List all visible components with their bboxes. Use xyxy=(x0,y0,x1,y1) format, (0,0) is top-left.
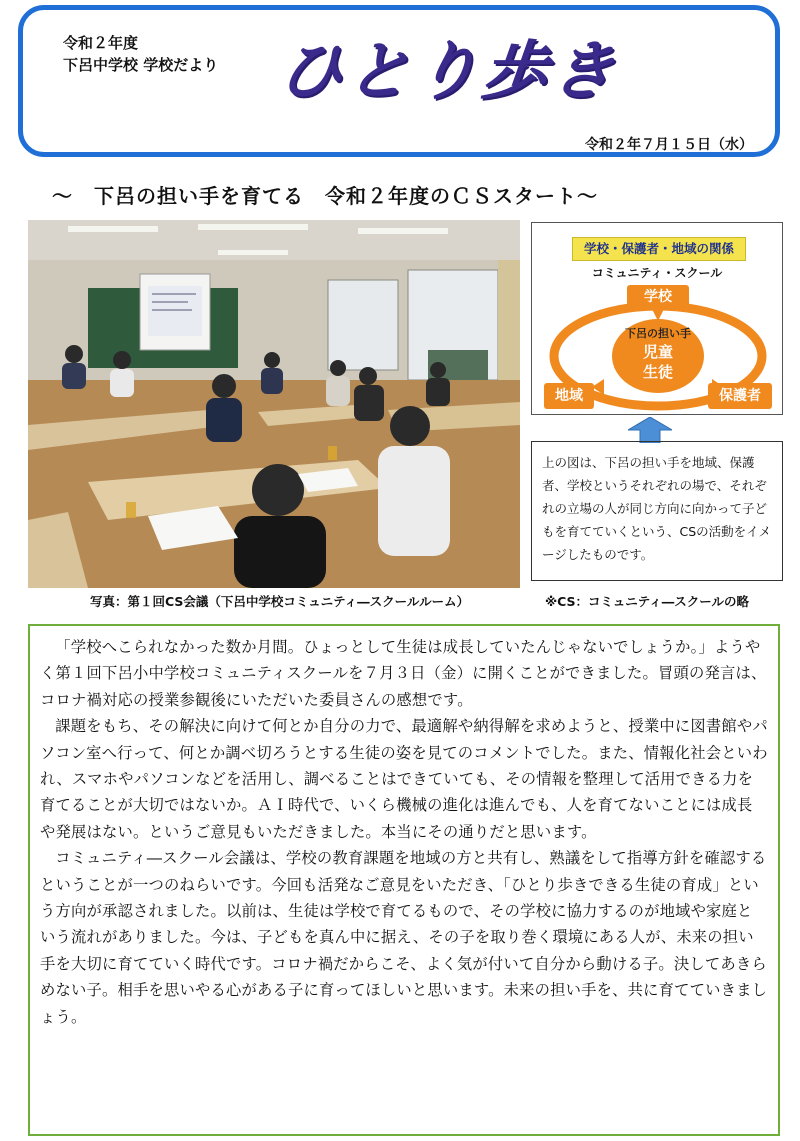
photo-caption: 写真：第１回CS会議（下呂中学校コミュニティ―スクールルーム） xyxy=(90,594,470,609)
paragraph-3: コミュニティ―スクール会議は、学校の教育課題を地域の方と共有し、熟議をして指導方針を確認するということが一つのねらいです。今回も活発なご意見をいただき、「ひとり歩きできる生徒の育成」という方向が承認されました。以前は、生徒は学校で育てるもので、その学校に協力するのが地域や家庭という流れがありました。今は、子どもを真ん中に据え、その子を取り巻く環境にある人が、未来の担い手を大切に育てていく時代です。コロナ禍だからこそ、よく気が付いて自分から動ける子。決してあきらめない子。相手を思いやる心がある子に育ってほしいと思います。未来の担い手を、共に育てていきましょう。 xyxy=(40,849,768,1026)
paragraph-1: 「学校へこられなかった数か月間。ひょっとして生徒は成長していたんじゃないでしょうか。」ようやく第１回下呂小中学校コミュニティスクールを７月３日（金）に開くことができました。冒頭の発言は、コロナ禍対応の授業参観後にいただいた委員さんの感想です。 xyxy=(40,638,767,709)
up-arrow-icon xyxy=(628,417,672,443)
article-body xyxy=(28,624,780,1136)
diagram-explanation: 上の図は、下呂の担い手を地域、保護者、学校というそれぞれの場で、それぞれの立場の人が同じ方向に向かって子どもを育てていくという、CSの活動をイメージしたものです。 xyxy=(531,441,783,581)
center-line2: 生徒 xyxy=(642,363,673,381)
newsletter-header xyxy=(18,5,780,157)
node-guardian: 保護者 xyxy=(708,383,772,409)
cs-abbreviation-note: ※CS：コミュニティ―スクールの略 xyxy=(545,594,750,609)
center-line1: 児童 xyxy=(642,343,673,361)
article-headline: ～ 下呂の担い手を育てる 令和２年度のＣＳスタート～ xyxy=(52,184,598,208)
center-small-label: 下呂の担い手 xyxy=(625,327,691,340)
meeting-photo xyxy=(28,220,520,588)
fiscal-year-label: 令和２年度 xyxy=(63,34,139,52)
node-school: 学校 xyxy=(627,285,689,309)
center-students xyxy=(612,319,704,393)
issue-date: 令和２年７月１５日（水） xyxy=(585,137,753,153)
diagram-subtitle: コミュニティ・スクール xyxy=(591,266,723,280)
paragraph-2: 課題をもち、その解決に向けて何とか自分の力で、最適解や納得解を求めようと、授業中に図書館やパソコン室へ行って、何とか調べ切ろうとする生徒の姿を見てのコメントでした。また、情報化社会といわれ、スマホやパソコンなどを活用し、調べることはできていても、その情報を整理して活用できる力を育てることが大切ではないか。ＡＩ時代で、いくら機械の進化は進んでも、人を育てないことには成長や発展はない。というご意見もいただきました。本当にその通りだと思います。 xyxy=(40,717,768,841)
school-newsletter-label: 下呂中学校 学校だより xyxy=(63,56,219,74)
diagram-title: 学校・保護者・地域の関係 xyxy=(572,237,746,261)
newsletter-masthead: ひとり歩き xyxy=(274,34,623,109)
node-area: 地域 xyxy=(544,383,594,409)
community-school-diagram xyxy=(531,222,783,415)
